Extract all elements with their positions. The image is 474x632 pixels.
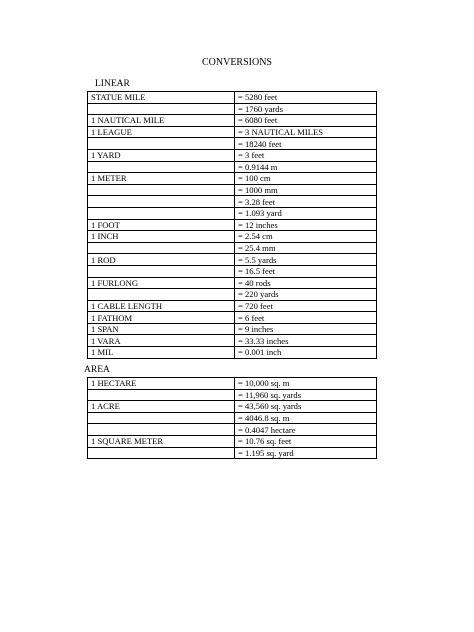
- table-row: [88, 231, 377, 243]
- unit-cell: 1 ROD: [88, 254, 235, 266]
- unit-cell: 1 METER: [88, 173, 235, 185]
- table-row: [88, 149, 377, 161]
- value-cell: = 1760 yards: [235, 103, 377, 115]
- value-cell: = 4046.8 sq. m: [235, 412, 377, 424]
- table-row: [88, 435, 377, 447]
- unit-cell: 1 MIL: [88, 347, 235, 359]
- table-row: [88, 277, 377, 289]
- table-row: [88, 173, 377, 185]
- unit-cell: 1 SPAN: [88, 323, 235, 335]
- value-cell: = 10.76 sq. feet: [235, 435, 377, 447]
- unit-cell: 1 LEAGUE: [88, 126, 235, 138]
- table-row: [88, 378, 377, 390]
- linear-section-label: LINEAR: [95, 79, 130, 89]
- unit-cell: 1 FURLONG: [88, 277, 235, 289]
- value-cell: = 6 feet: [235, 312, 377, 324]
- table-row: [88, 196, 377, 208]
- value-cell: = 0.4047 hectare: [235, 424, 377, 436]
- unit-cell: [88, 412, 235, 424]
- table-row: [88, 219, 377, 231]
- unit-cell: 1 NAUTICAL MILE: [88, 115, 235, 127]
- unit-cell: 1 FOOT: [88, 219, 235, 231]
- value-cell: = 1.195 sq. yard: [235, 447, 377, 459]
- table-row: [88, 207, 377, 219]
- table-row: [88, 115, 377, 127]
- unit-cell: [88, 161, 235, 173]
- value-cell: = 3.28 feet: [235, 196, 377, 208]
- page-title: CONVERSIONS: [201, 57, 272, 68]
- unit-cell: [88, 103, 235, 115]
- unit-cell: 1 YARD: [88, 149, 235, 161]
- unit-cell: 1 SQUARE METER: [88, 435, 235, 447]
- value-cell: = 33.33 inches: [235, 335, 377, 347]
- value-cell: = 720 feet: [235, 300, 377, 312]
- table-row: [88, 300, 377, 312]
- unit-cell: [88, 389, 235, 401]
- table-row: [88, 161, 377, 173]
- value-cell: = 18240 feet: [235, 138, 377, 150]
- table-row: [88, 184, 377, 196]
- value-cell: = 25.4 mm: [235, 242, 377, 254]
- unit-cell: 1 INCH: [88, 231, 235, 243]
- unit-cell: 1 ACRE: [88, 401, 235, 413]
- value-cell: = 0.9144 m: [235, 161, 377, 173]
- value-cell: = 1.093 yard: [235, 207, 377, 219]
- value-cell: = 9 inches: [235, 323, 377, 335]
- table-row: [88, 347, 377, 359]
- table-row: [88, 92, 377, 104]
- unit-cell: [88, 207, 235, 219]
- table-row: [88, 389, 377, 401]
- table-row: [88, 242, 377, 254]
- table-row: [88, 447, 377, 459]
- unit-cell: [88, 424, 235, 436]
- value-cell: = 12 inches: [235, 219, 377, 231]
- value-cell: = 3 feet: [235, 149, 377, 161]
- unit-cell: 1 VARA: [88, 335, 235, 347]
- unit-cell: [88, 447, 235, 459]
- value-cell: = 2.54 cm: [235, 231, 377, 243]
- table-row: [88, 254, 377, 266]
- table-row: [88, 289, 377, 301]
- table-row: [88, 401, 377, 413]
- unit-cell: [88, 289, 235, 301]
- unit-cell: [88, 184, 235, 196]
- value-cell: = 1000 mm: [235, 184, 377, 196]
- value-cell: = 3 NAUTICAL MILES: [235, 126, 377, 138]
- value-cell: = 220 yards: [235, 289, 377, 301]
- value-cell: = 11,960 sq. yards: [235, 389, 377, 401]
- unit-cell: [88, 138, 235, 150]
- value-cell: = 16.5 feet: [235, 265, 377, 277]
- unit-cell: 1 HECTARE: [88, 378, 235, 390]
- value-cell: = 10,000 sq. m: [235, 378, 377, 390]
- unit-cell: 1 CABLE LENGTH: [88, 300, 235, 312]
- area-section-label: AREA: [84, 365, 110, 375]
- linear-conversion-table: [87, 91, 377, 359]
- value-cell: = 0.001 inch: [235, 347, 377, 359]
- table-row: [88, 265, 377, 277]
- table-row: [88, 323, 377, 335]
- table-row: [88, 412, 377, 424]
- value-cell: = 43,560 sq. yards: [235, 401, 377, 413]
- unit-cell: [88, 196, 235, 208]
- table-row: [88, 126, 377, 138]
- table-row: [88, 312, 377, 324]
- unit-cell: [88, 265, 235, 277]
- value-cell: = 5280 feet: [235, 92, 377, 104]
- table-row: [88, 335, 377, 347]
- table-row: [88, 424, 377, 436]
- unit-cell: 1 FATHOM: [88, 312, 235, 324]
- table-row: [88, 103, 377, 115]
- value-cell: = 5.5 yards: [235, 254, 377, 266]
- table-row: [88, 138, 377, 150]
- unit-cell: STATUE MILE: [88, 92, 235, 104]
- value-cell: = 6080 feet: [235, 115, 377, 127]
- unit-cell: [88, 242, 235, 254]
- area-conversion-table: [87, 377, 377, 459]
- value-cell: = 100 cm: [235, 173, 377, 185]
- value-cell: = 40 rods: [235, 277, 377, 289]
